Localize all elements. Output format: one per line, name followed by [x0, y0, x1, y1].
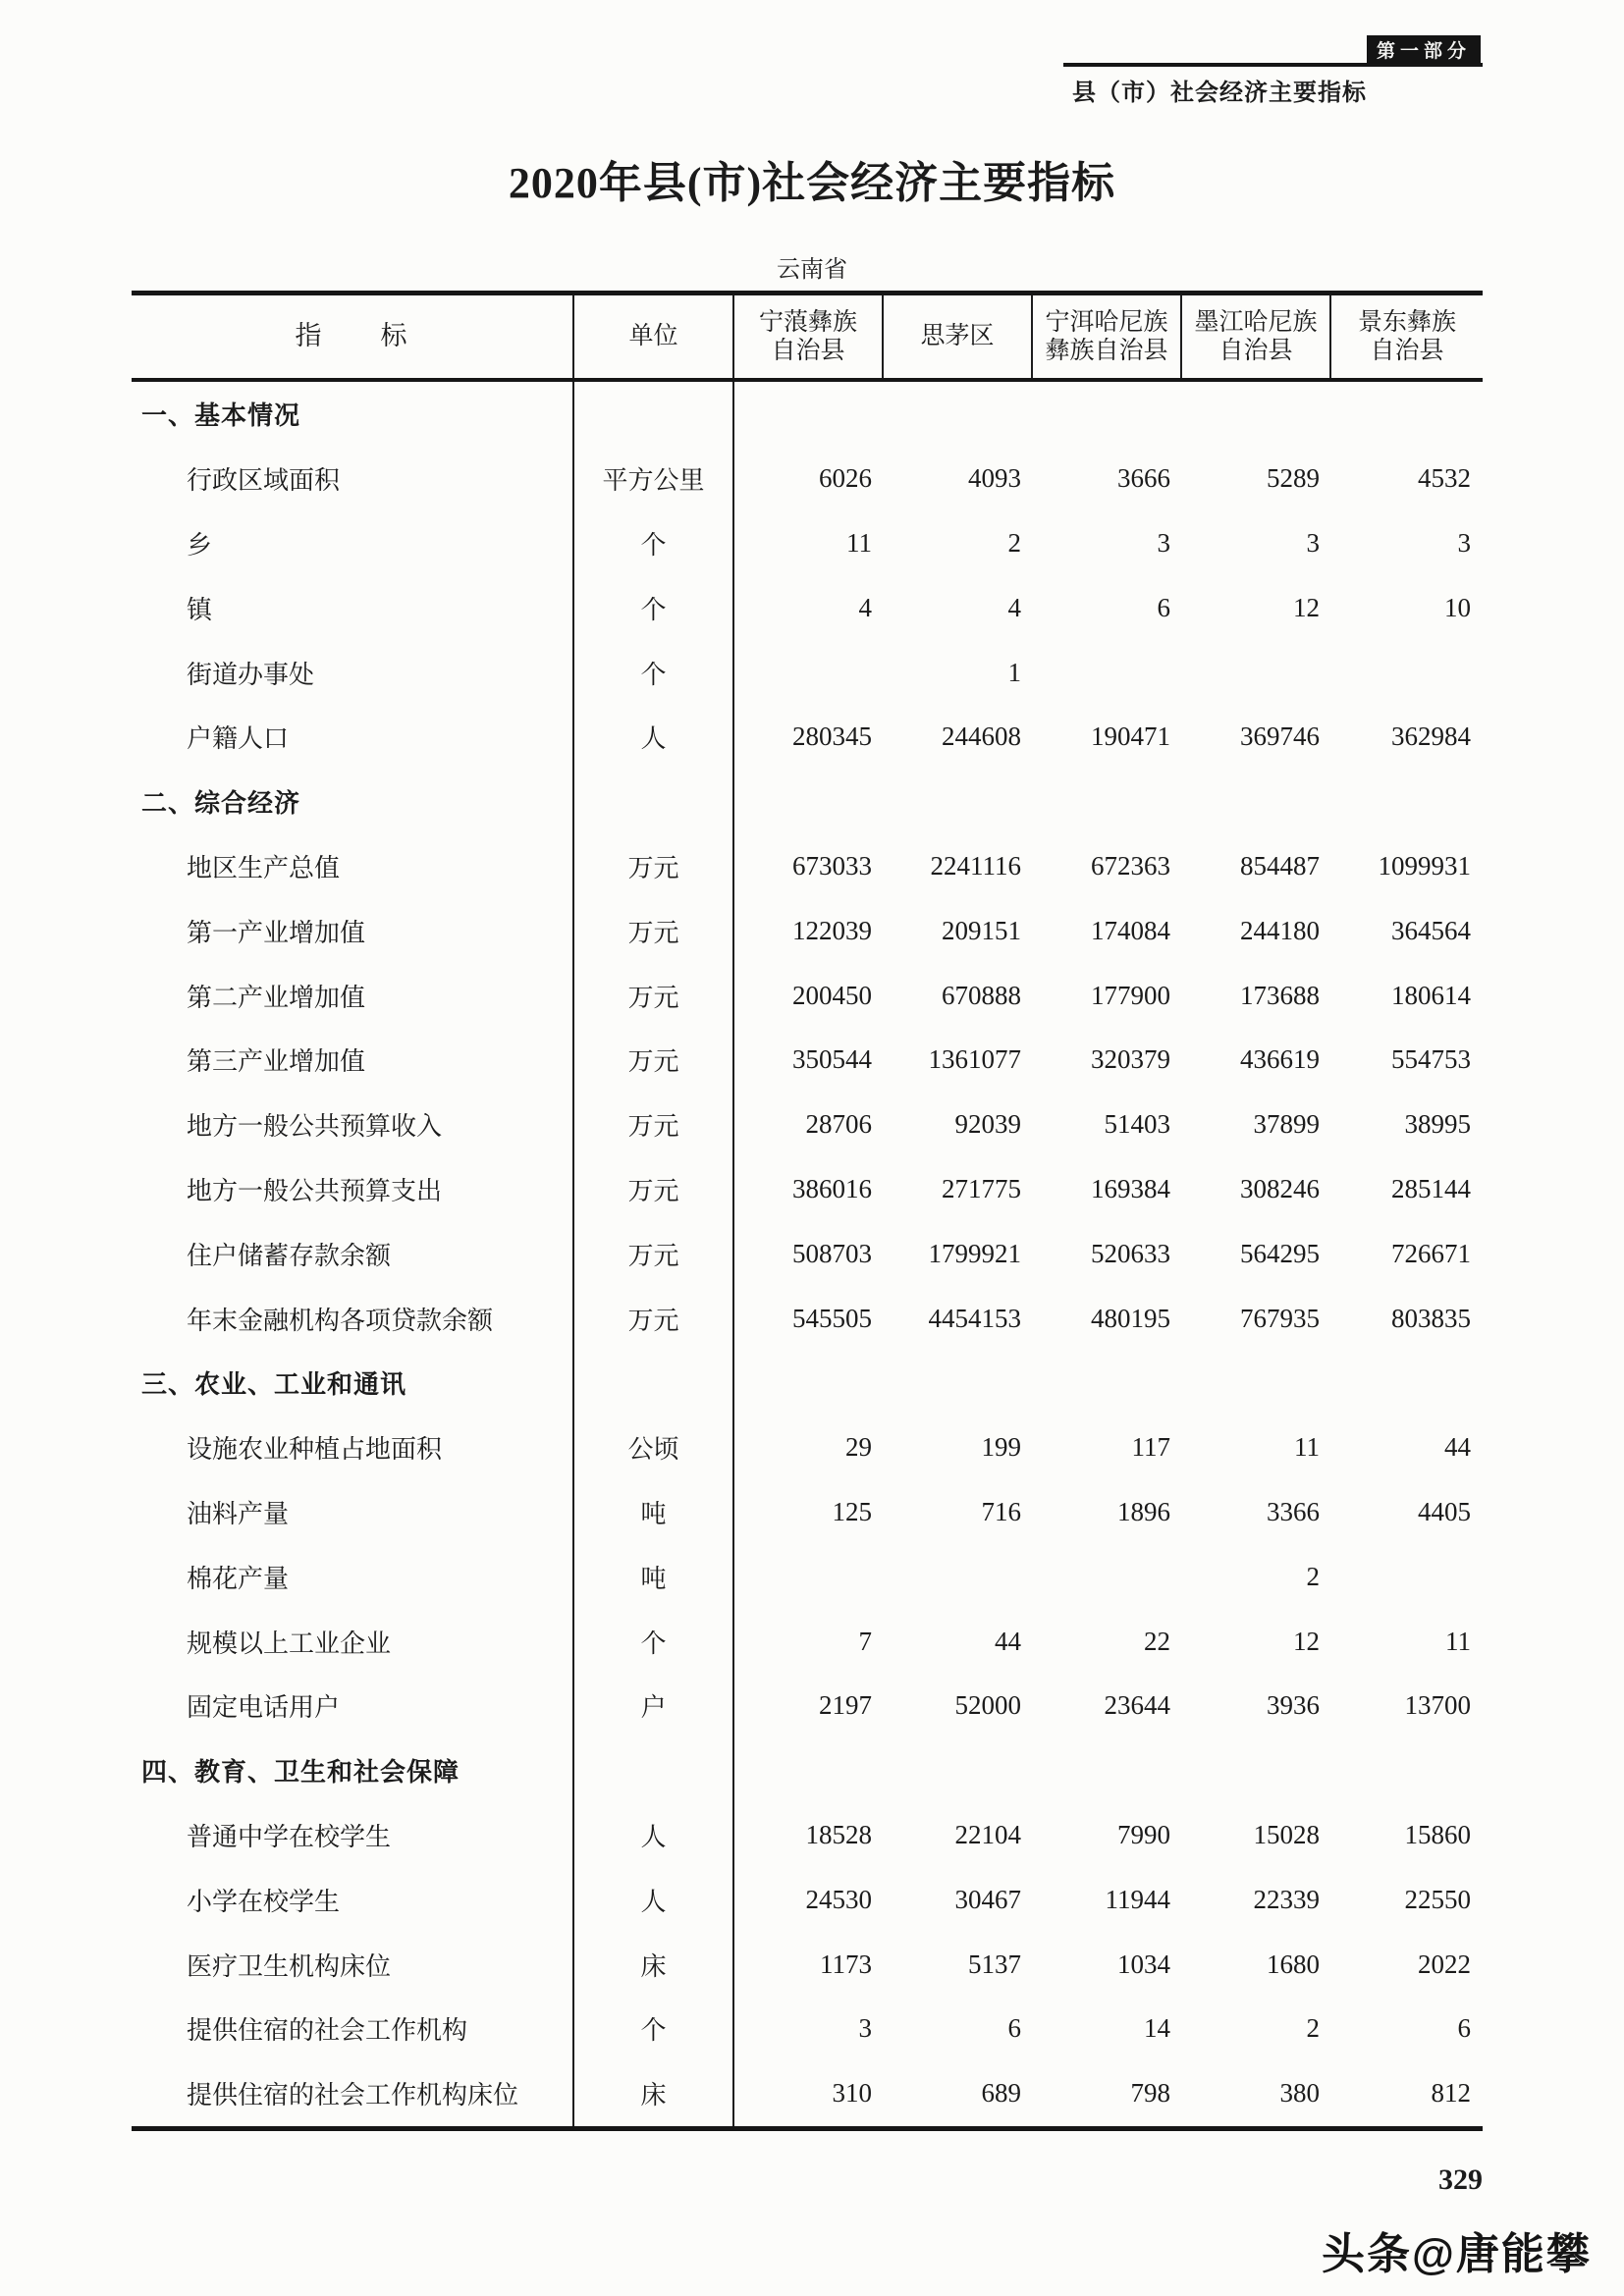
- table-row: [132, 1932, 1483, 1997]
- row-unit-cell: 床: [574, 2061, 734, 2126]
- row-label: 第一产业增加值: [132, 898, 574, 963]
- row-value-cell: 169384: [1091, 1173, 1170, 1203]
- row-value-cell: 11: [1445, 1626, 1471, 1656]
- row-value-cell: 6026: [819, 463, 872, 494]
- row-value-cell: [1033, 640, 1182, 705]
- row-value-cell: 4454153: [928, 1303, 1021, 1333]
- header-region-label-line: 自治县: [1218, 338, 1293, 364]
- watermark: 头条@唐能攀: [1322, 2230, 1592, 2278]
- row-label: 提供住宿的社会工作机构: [132, 1997, 574, 2061]
- row-value-cell: 3: [858, 2013, 872, 2044]
- header-region-label-line: 彝族自治县: [1045, 338, 1168, 364]
- row-label: 普通中学在校学生: [132, 1803, 574, 1868]
- row-label: 地方一般公共预算支出: [132, 1157, 574, 1222]
- row-value-cell: 854487: [1240, 850, 1320, 881]
- row-value-cell: [1033, 1351, 1182, 1415]
- row-unit-cell: 平方公里: [574, 447, 734, 511]
- row-value-cell: 6: [1457, 2013, 1471, 2044]
- header-unit-label: 单位: [628, 323, 678, 350]
- row-value-cell: 564295: [1240, 1238, 1320, 1268]
- row-value-cell: 51403: [1104, 1109, 1170, 1140]
- row-value-cell: 308246: [1240, 1173, 1320, 1203]
- row-value-cell: 670888: [942, 980, 1021, 1010]
- row-value-cell: 3: [1157, 527, 1170, 558]
- header-cell-region: [1331, 295, 1483, 378]
- row-unit-cell: 万元: [574, 1093, 734, 1157]
- table-row: [132, 1028, 1483, 1093]
- row-unit-cell: 万元: [574, 1028, 734, 1093]
- statistics-table: [132, 291, 1483, 2131]
- table-row: [132, 1286, 1483, 1351]
- row-value-cell: 767935: [1240, 1303, 1320, 1333]
- row-value-cell: 30467: [954, 1884, 1021, 1914]
- table-row: [132, 1609, 1483, 1674]
- row-unit-cell: 个: [574, 575, 734, 640]
- row-label: 地方一般公共预算收入: [132, 1093, 574, 1157]
- row-value-cell: 4405: [1418, 1496, 1471, 1526]
- row-unit-cell: 万元: [574, 1157, 734, 1222]
- table-row: [132, 1544, 1483, 1609]
- row-value-cell: 22: [1144, 1626, 1170, 1656]
- header-cell-region: [1182, 295, 1331, 378]
- row-value-cell: 10: [1444, 592, 1471, 622]
- row-value-cell: 1361077: [928, 1044, 1021, 1075]
- row-label: 油料产量: [132, 1480, 574, 1545]
- header-region-label-line: 自治县: [1370, 338, 1444, 364]
- table-row: [132, 1674, 1483, 1738]
- row-value-cell: 22339: [1253, 1884, 1320, 1914]
- row-value-cell: 23644: [1104, 1690, 1170, 1721]
- part-one-label: 第一部分: [1376, 41, 1471, 62]
- table-row: [132, 1803, 1483, 1868]
- row-unit-cell: [574, 770, 734, 834]
- row-value-cell: 5137: [968, 1949, 1021, 1979]
- row-value-cell: 1680: [1267, 1949, 1320, 1979]
- row-value-cell: 244608: [942, 721, 1021, 752]
- header-cell-unit: [574, 295, 734, 378]
- row-value-cell: 18528: [805, 1819, 872, 1849]
- row-value-cell: 11944: [1105, 1884, 1170, 1914]
- row-value-cell: [1331, 640, 1483, 705]
- row-value-cell: 13700: [1404, 1690, 1471, 1721]
- row-value-cell: [734, 640, 884, 705]
- row-value-cell: 22104: [954, 1819, 1021, 1849]
- row-value-cell: 689: [981, 2078, 1021, 2109]
- row-label: 固定电话用户: [132, 1674, 574, 1738]
- row-value-cell: 386016: [792, 1173, 872, 1203]
- header-region-label-line: 宁洱哈尼族: [1045, 308, 1168, 336]
- row-unit-cell: 万元: [574, 834, 734, 899]
- row-value-cell: [734, 1738, 884, 1803]
- row-value-cell: 15028: [1253, 1819, 1320, 1849]
- row-value-cell: 38995: [1404, 1109, 1471, 1140]
- header-region-label-line: 景东彝族: [1357, 308, 1456, 336]
- row-value-cell: [1331, 382, 1483, 447]
- row-value-cell: 310: [832, 2078, 872, 2109]
- row-label: 地区生产总值: [132, 834, 574, 899]
- header-region-label-line: 自治县: [771, 338, 845, 364]
- row-value-cell: [734, 382, 884, 447]
- row-value-cell: [1033, 770, 1182, 834]
- row-value-cell: 716: [981, 1496, 1021, 1526]
- table-row: [132, 705, 1483, 770]
- section-row: [132, 382, 1483, 447]
- row-unit-cell: 个: [574, 640, 734, 705]
- row-label: 住户储蓄存款余额: [132, 1221, 574, 1286]
- row-value-cell: 6: [1007, 2013, 1021, 2044]
- row-value-cell: 4532: [1418, 463, 1471, 494]
- row-value-cell: 173688: [1240, 980, 1320, 1010]
- province-label: 云南省: [777, 257, 847, 283]
- table-row: [132, 1157, 1483, 1222]
- row-unit-cell: [574, 1738, 734, 1803]
- row-unit-cell: 床: [574, 1932, 734, 1997]
- row-value-cell: [1331, 770, 1483, 834]
- row-label: 街道办事处: [132, 640, 574, 705]
- row-value-cell: [734, 1351, 884, 1415]
- row-value-cell: 52000: [954, 1690, 1021, 1721]
- row-unit-cell: 个: [574, 511, 734, 576]
- row-value-cell: [884, 1544, 1033, 1609]
- row-value-cell: [1331, 1738, 1483, 1803]
- header-cell-region: [734, 295, 884, 378]
- row-label: 第三产业增加值: [132, 1028, 574, 1093]
- row-unit-cell: 人: [574, 1867, 734, 1932]
- row-value-cell: 3: [1306, 527, 1320, 558]
- row-label: 小学在校学生: [132, 1867, 574, 1932]
- row-value-cell: 6: [1157, 592, 1170, 622]
- row-label: 设施农业种植占地面积: [132, 1415, 574, 1480]
- row-unit-cell: 吨: [574, 1480, 734, 1545]
- row-value-cell: 200450: [792, 980, 872, 1010]
- table-row: [132, 1093, 1483, 1157]
- row-label: 镇: [132, 575, 574, 640]
- row-value-cell: [1182, 1738, 1331, 1803]
- row-label: 行政区域面积: [132, 447, 574, 511]
- section-label: 一、基本情况: [132, 382, 574, 447]
- table-row: [132, 575, 1483, 640]
- row-unit-cell: 公顷: [574, 1415, 734, 1480]
- row-value-cell: [1033, 382, 1182, 447]
- row-value-cell: [1331, 1544, 1483, 1609]
- row-unit-cell: [574, 1351, 734, 1415]
- row-value-cell: 1896: [1117, 1496, 1170, 1526]
- row-value-cell: [1182, 382, 1331, 447]
- row-value-cell: 117: [1131, 1432, 1170, 1463]
- header-indicator-label: 指 标: [295, 321, 409, 351]
- row-value-cell: 554753: [1391, 1044, 1471, 1075]
- row-value-cell: [1331, 1351, 1483, 1415]
- table-body: [132, 382, 1483, 2131]
- row-value-cell: 369746: [1240, 721, 1320, 752]
- row-unit-cell: 万元: [574, 1286, 734, 1351]
- section-label: 二、综合经济: [132, 770, 574, 834]
- row-value-cell: 271775: [942, 1173, 1021, 1203]
- row-value-cell: [1182, 640, 1331, 705]
- row-value-cell: 812: [1431, 2078, 1471, 2109]
- row-value-cell: 7990: [1117, 1819, 1170, 1849]
- row-unit-cell: [574, 382, 734, 447]
- row-label: 乡: [132, 511, 574, 576]
- row-value-cell: 180614: [1391, 980, 1471, 1010]
- row-value-cell: [734, 1544, 884, 1609]
- row-value-cell: 726671: [1391, 1238, 1471, 1268]
- row-value-cell: 364564: [1391, 915, 1471, 945]
- header-region-label-line: 墨江哈尼族: [1194, 308, 1318, 336]
- header-cell-indicator: [132, 295, 574, 378]
- row-value-cell: 1099931: [1378, 850, 1471, 881]
- row-label: 棉花产量: [132, 1544, 574, 1609]
- row-value-cell: [1033, 1544, 1182, 1609]
- section-label: 四、教育、卫生和社会保障: [132, 1738, 574, 1803]
- page-title: 2020年县(市)社会经济主要指标: [508, 159, 1116, 207]
- row-value-cell: 29: [845, 1432, 872, 1463]
- row-label: 医疗卫生机构床位: [132, 1932, 574, 1997]
- row-value-cell: 280345: [792, 721, 872, 752]
- row-value-cell: 174084: [1091, 915, 1170, 945]
- row-value-cell: 2: [1306, 2013, 1320, 2044]
- row-value-cell: 4: [858, 592, 872, 622]
- row-value-cell: 380: [1279, 2078, 1320, 2109]
- header-region-label-line: 宁蒗彝族: [758, 308, 857, 336]
- row-value-cell: 5289: [1267, 463, 1320, 494]
- row-value-cell: [884, 1351, 1033, 1415]
- row-value-cell: 672363: [1091, 850, 1170, 881]
- table-row: [132, 640, 1483, 705]
- part-one-badge: [1367, 35, 1481, 64]
- running-header: 县（市）社会经济主要指标: [1072, 80, 1367, 106]
- table-row: [132, 898, 1483, 963]
- row-value-cell: 3666: [1117, 463, 1170, 494]
- row-value-cell: 190471: [1091, 721, 1170, 752]
- row-value-cell: 2: [1306, 1561, 1320, 1591]
- row-value-cell: [734, 770, 884, 834]
- row-value-cell: [884, 770, 1033, 834]
- row-value-cell: 2022: [1418, 1949, 1471, 1979]
- row-value-cell: 798: [1130, 2078, 1170, 2109]
- row-value-cell: 44: [995, 1626, 1021, 1656]
- header-cell-region: [884, 295, 1033, 378]
- row-value-cell: 7: [858, 1626, 872, 1656]
- row-value-cell: 125: [832, 1496, 872, 1526]
- row-value-cell: [1182, 770, 1331, 834]
- section-row: [132, 1351, 1483, 1415]
- row-value-cell: 12: [1293, 592, 1320, 622]
- row-label: 年末金融机构各项贷款余额: [132, 1286, 574, 1351]
- row-value-cell: 28706: [805, 1109, 872, 1140]
- row-value-cell: 122039: [792, 915, 872, 945]
- header-region-label-line: 思茅区: [920, 323, 995, 350]
- row-value-cell: 244180: [1240, 915, 1320, 945]
- row-value-cell: 2197: [819, 1690, 872, 1721]
- row-value-cell: 1173: [820, 1949, 872, 1979]
- row-value-cell: 480195: [1091, 1303, 1170, 1333]
- row-unit-cell: 人: [574, 705, 734, 770]
- row-value-cell: 12: [1293, 1626, 1320, 1656]
- row-unit-cell: 人: [574, 1803, 734, 1868]
- row-unit-cell: 万元: [574, 963, 734, 1028]
- row-label: 第二产业增加值: [132, 963, 574, 1028]
- row-value-cell: 92039: [954, 1109, 1021, 1140]
- table-row: [132, 1415, 1483, 1480]
- table-row: [132, 2061, 1483, 2126]
- row-value-cell: 3: [1457, 527, 1471, 558]
- row-value-cell: 209151: [942, 915, 1021, 945]
- row-value-cell: 199: [981, 1432, 1021, 1463]
- row-value-cell: 1034: [1117, 1949, 1170, 1979]
- row-value-cell: 520633: [1091, 1238, 1170, 1268]
- row-value-cell: 508703: [792, 1238, 872, 1268]
- table-row: [132, 511, 1483, 576]
- row-value-cell: 15860: [1404, 1819, 1471, 1849]
- table-row: [132, 1867, 1483, 1932]
- row-value-cell: 4: [1007, 592, 1021, 622]
- table-row: [132, 963, 1483, 1028]
- row-value-cell: 3936: [1267, 1690, 1320, 1721]
- row-value-cell: 803835: [1391, 1303, 1471, 1333]
- row-value-cell: 2: [1007, 527, 1021, 558]
- row-value-cell: 350544: [792, 1044, 872, 1075]
- row-value-cell: 11: [846, 527, 872, 558]
- row-unit-cell: 个: [574, 1609, 734, 1674]
- section-label: 三、农业、工业和通讯: [132, 1351, 574, 1415]
- row-value-cell: 4093: [968, 463, 1021, 494]
- row-unit-cell: 个: [574, 1997, 734, 2061]
- row-value-cell: 11: [1294, 1432, 1320, 1463]
- row-value-cell: 177900: [1091, 980, 1170, 1010]
- row-unit-cell: 吨: [574, 1544, 734, 1609]
- row-value-cell: 14: [1144, 2013, 1170, 2044]
- row-label: 户籍人口: [132, 705, 574, 770]
- row-value-cell: 3366: [1267, 1496, 1320, 1526]
- row-value-cell: 22550: [1404, 1884, 1471, 1914]
- row-label: 提供住宿的社会工作机构床位: [132, 2061, 574, 2126]
- row-label: 规模以上工业企业: [132, 1609, 574, 1674]
- table-row: [132, 447, 1483, 511]
- row-value-cell: [1033, 1738, 1182, 1803]
- row-value-cell: [884, 382, 1033, 447]
- table-row: [132, 1997, 1483, 2061]
- row-value-cell: 2241116: [930, 850, 1021, 881]
- row-value-cell: 362984: [1391, 721, 1471, 752]
- row-unit-cell: 户: [574, 1674, 734, 1738]
- table-row: [132, 1480, 1483, 1545]
- row-unit-cell: 万元: [574, 1221, 734, 1286]
- header-cell-region: [1033, 295, 1182, 378]
- row-value-cell: 1: [1007, 657, 1021, 687]
- table-row: [132, 1221, 1483, 1286]
- row-value-cell: 1799921: [928, 1238, 1021, 1268]
- section-row: [132, 770, 1483, 834]
- row-value-cell: 320379: [1091, 1044, 1170, 1075]
- page-number: 329: [1438, 2163, 1483, 2196]
- row-value-cell: 545505: [792, 1303, 872, 1333]
- row-value-cell: 44: [1444, 1432, 1471, 1463]
- row-value-cell: 673033: [792, 850, 872, 881]
- row-value-cell: [1182, 1351, 1331, 1415]
- row-value-cell: 285144: [1391, 1173, 1471, 1203]
- row-unit-cell: 万元: [574, 898, 734, 963]
- row-value-cell: [884, 1738, 1033, 1803]
- section-row: [132, 1738, 1483, 1803]
- row-value-cell: 37899: [1253, 1109, 1320, 1140]
- table-header-row: [132, 291, 1483, 382]
- table-row: [132, 834, 1483, 899]
- row-value-cell: 24530: [805, 1884, 872, 1914]
- row-value-cell: 436619: [1240, 1044, 1320, 1075]
